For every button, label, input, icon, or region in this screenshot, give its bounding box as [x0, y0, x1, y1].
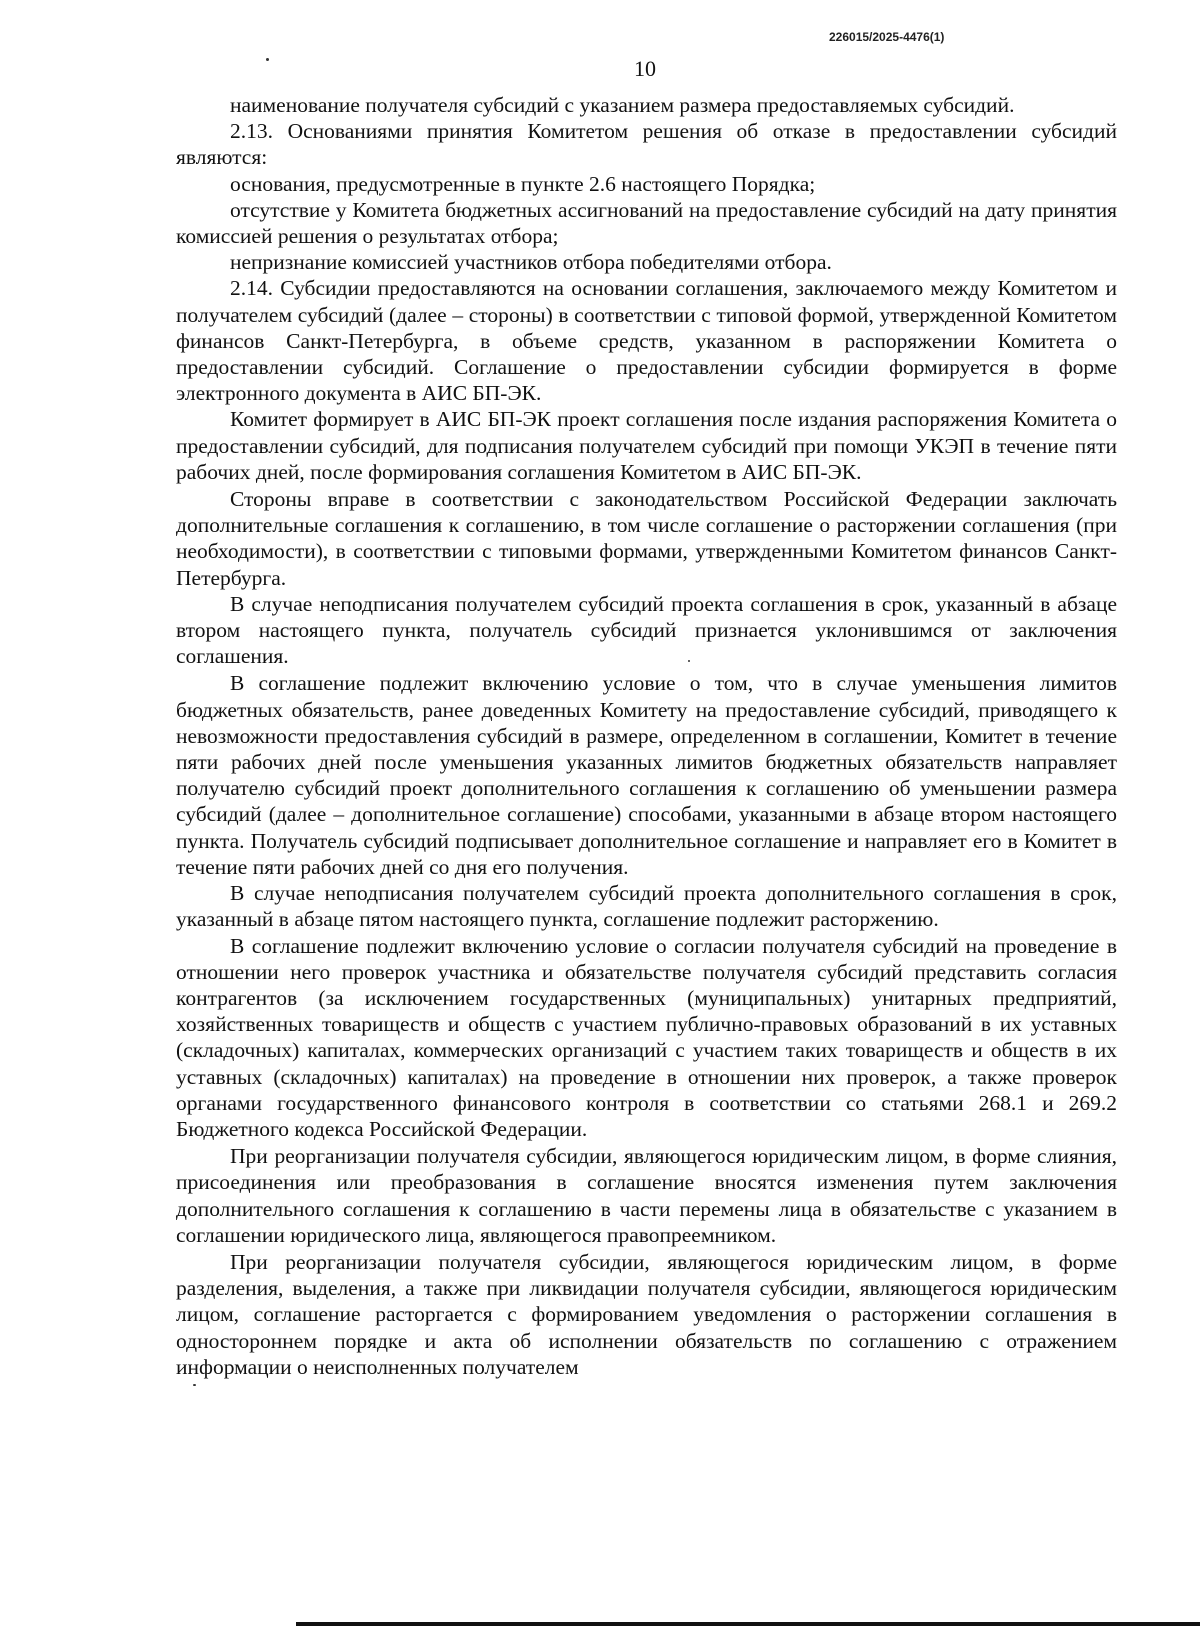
paragraph: В случае неподписания получателем субсидий проекта соглашения в срок, указанный в абзаце втором настоящего пункта, получатель субсидий признается уклонившимся от заключения соглашения. — [176, 591, 1117, 669]
paragraph: отсутствие у Комитета бюджетных ассигнований на предоставление субсидий на дату принятия комиссией решения о результатах отбора; — [176, 197, 1117, 249]
scan-speck — [193, 1384, 196, 1386]
paragraph: В соглашение подлежит включению условие о согласии получателя субсидий на проведение в отношении него проверок участника и обязательстве получателя субсидий представить согласия контрагентов (за исключением государственных (муниципальных) унитарных предприятий, хозяйственных товариществ и обществ с участием публично-правовых образований в их уставных (складочных) капиталах, коммерческих организаций с участием таких товариществ и обществ в их уставных (складочных) капиталах) на проведение в отношении них проверок, а также проверок органами государственного финансового контроля в соответствии со статьями 268.1 и 269.2 Бюджетного кодекса Российской Федерации. — [176, 933, 1117, 1141]
paragraph: В случае неподписания получателем субсидий проекта дополнительного соглашения в срок, указанный в абзаце пятом настоящего пункта, соглашение подлежит расторжению. — [176, 881, 1117, 932]
paragraph: В соглашение подлежит включению условие о том, что в случае уменьшения лимитов бюджетных обязательств, ранее доведенных Комитету на предоставление субсидий, приводящего к невозможности предоставления субсидий в размере, определенном в соглашении, Комитет в течение пяти рабочих дней после уменьшения указанных лимитов бюджетных обязательств направляет получателю субсидий проект дополнительного соглашения к соглашению об уменьшении размера субсидий (далее – дополнительное соглашение) способами, указанными в абзаце втором настоящего пункта. Получатель субсидий подписывает дополнительное соглашение и направляет его в Комитет в течение пяти рабочих дней со дня его получения. — [176, 671, 1117, 879]
document-id: 226015/2025-4476(1) — [829, 30, 945, 44]
page-number: 10 — [634, 56, 656, 81]
scan-edge-line — [296, 1622, 1200, 1626]
scan-speck — [688, 660, 690, 662]
paragraph: 2.13. Основаниями принятия Комитетом решения об отказе в предоставлении субсидий являются: — [176, 119, 1117, 170]
paragraph: наименование получателя субсидий с указанием размера предоставляемых субсидий. — [230, 93, 1015, 117]
scan-speck — [266, 58, 269, 61]
paragraph: Комитет формирует в АИС БП-ЭК проект соглашения после издания распоряжения Комитета о предоставлении субсидий, для подписания получателем субсидий при помощи УКЭП в течение пяти рабочих дней, после формирования соглашения Комитетом в АИС БП-ЭК. — [176, 407, 1117, 484]
paragraph: основания, предусмотренные в пункте 2.6 настоящего Порядка; — [230, 171, 816, 196]
paragraph: непризнание комиссией участников отбора победителями отбора. — [230, 250, 832, 275]
document-body — [176, 92, 1117, 1380]
paragraph: При реорганизации получателя субсидии, являющегося юридическим лицом, в форме слияния, присоединения или преобразования в соглашение вносятся изменения путем заключения дополнительного соглашения к соглашению в части перемены лица в обязательстве с указанием в соглашении юридического лица, являющегося правопреемником. — [176, 1144, 1117, 1247]
paragraph: При реорганизации получателя субсидии, являющегося юридическим лицом, в форме разделения, выделения, а также при ликвидации получателя субсидии, являющегося юридическим лицом, соглашение расторгается с формированием уведомления о расторжении соглашения в одностороннем порядке и акта об исполнении обязательств по соглашению с отражением информации о неисполненных получателем — [176, 1249, 1117, 1379]
paragraph: 2.14. Субсидии предоставляются на основании соглашения, заключаемого между Комитетом и получателем субсидий (далее – стороны) в соответствии с типовой формой, утвержденной Комитетом финансов Санкт-Петербурга, в объеме средств, указанном в распоряжении Комитета о предоставлении субсидий. Соглашение о предоставлении субсидии формируется в форме электронного документа в АИС БП-ЭК. — [176, 276, 1117, 406]
paragraph: Стороны вправе в соответствии с законодательством Российской Федерации заключать дополнительные соглашения к соглашению, в том числе соглашение о расторжении соглашения (при необходимости), в соответствии с типовыми формами, утвержденными Комитетом финансов Санкт-Петербурга. — [176, 487, 1117, 590]
